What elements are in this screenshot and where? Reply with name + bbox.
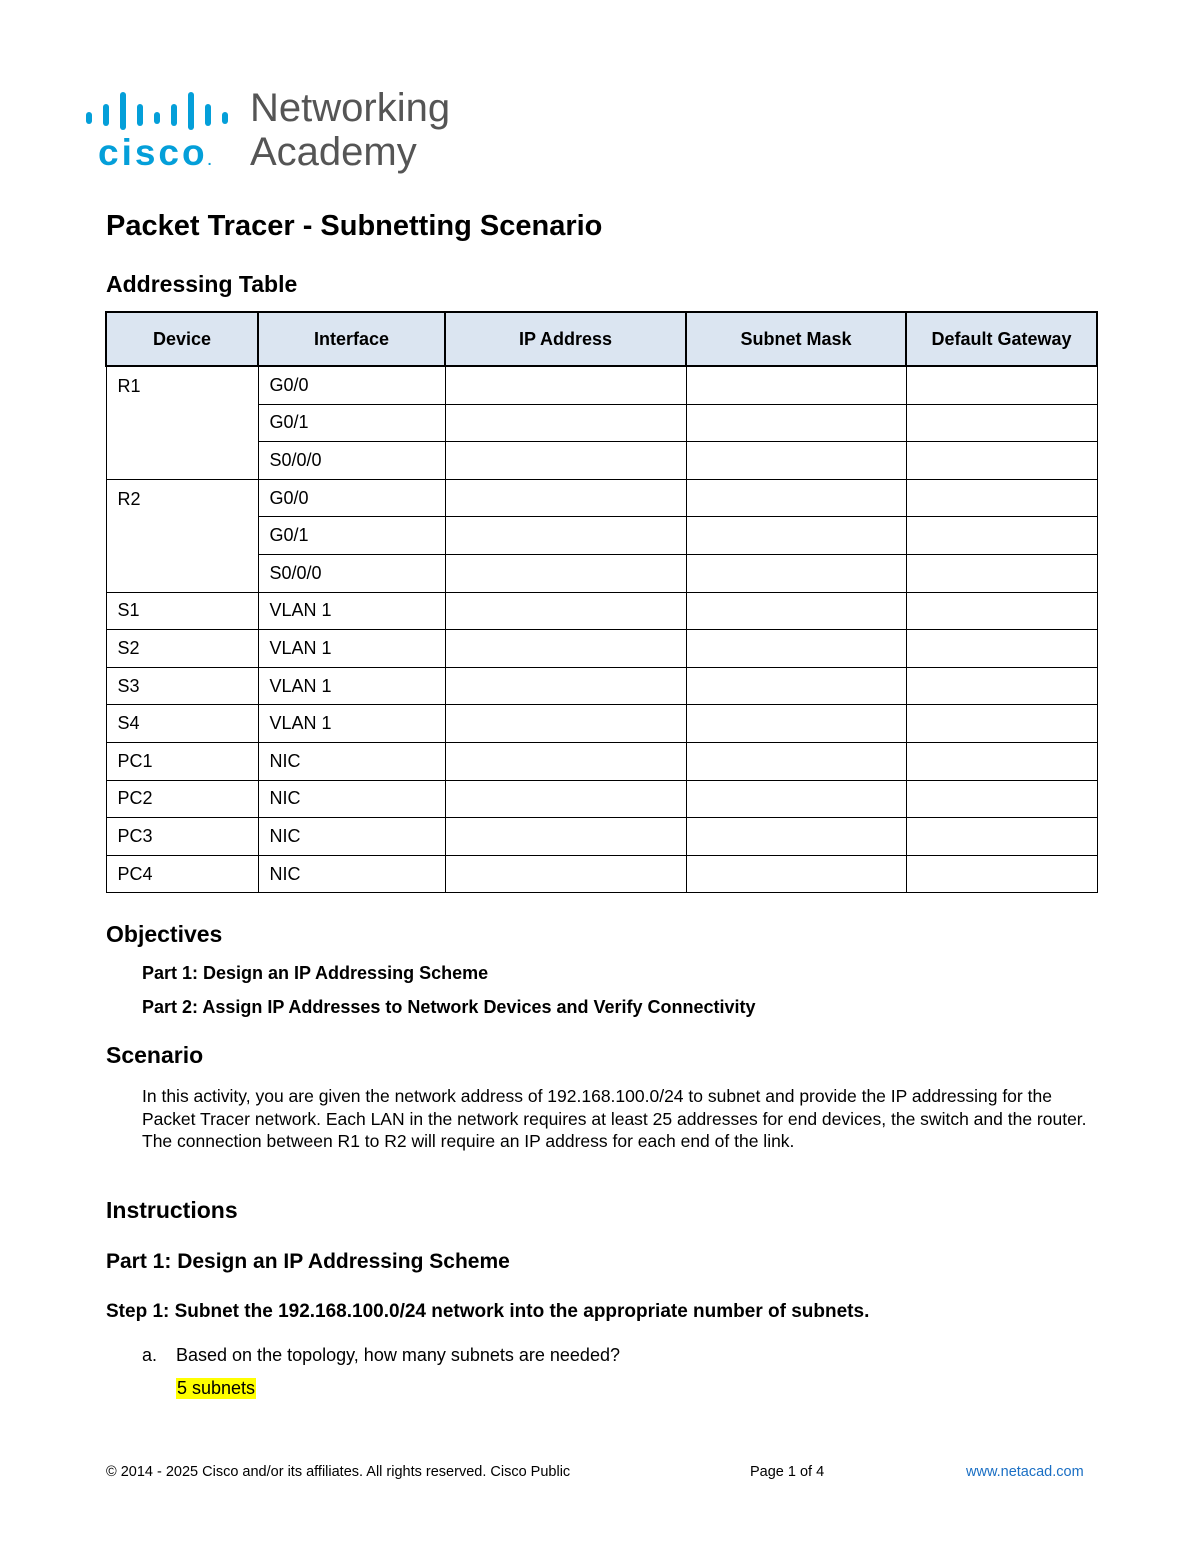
interface-cell: G0/1: [258, 517, 445, 555]
device-cell: PC1: [106, 742, 258, 780]
device-cell: S4: [106, 705, 258, 743]
default-gateway-cell: [906, 667, 1097, 705]
subnet-mask-cell: [686, 818, 906, 856]
ip-address-cell: [445, 517, 686, 555]
table-row: [106, 780, 1097, 818]
addressing-table-heading: Addressing Table: [106, 271, 298, 297]
footer-copyright: © 2014 - 2025 Cisco and/or its affiliates. All rights reserved. Cisco Public: [106, 1464, 571, 1480]
table-header-row: [106, 312, 1097, 366]
default-gateway-cell: [906, 705, 1097, 743]
scenario-text: In this activity, you are given the network address of 192.168.100.0/24 to subnet and provide the IP addressing for the Packet Tracer network. Each LAN in the network requires at least 25 addresses for end devices, the switch and the router. The connection between R1 to R2 will require an IP address for each end of the link.: [142, 1086, 1087, 1151]
default-gateway-cell: [906, 366, 1097, 404]
ip-address-cell: [445, 667, 686, 705]
device-cell: S3: [106, 667, 258, 705]
ip-address-cell: [445, 705, 686, 743]
subnet-mask-cell: [686, 479, 906, 517]
header-ip-address: IP Address: [445, 312, 686, 366]
subnet-mask-cell: [686, 442, 906, 480]
device-cell: S2: [106, 630, 258, 668]
table-row: [106, 742, 1097, 780]
default-gateway-cell: [906, 554, 1097, 592]
ip-address-cell: [445, 630, 686, 668]
cisco-bars-logo-icon: [86, 92, 234, 130]
table-row: [106, 667, 1097, 705]
header-device: Device: [106, 312, 258, 366]
document-title: Packet Tracer - Subnetting Scenario: [106, 210, 603, 242]
interface-cell: VLAN 1: [258, 630, 445, 668]
question-a-letter: a.: [142, 1345, 158, 1365]
device-cell: PC4: [106, 855, 258, 893]
subnet-mask-cell: [686, 366, 906, 404]
table-row: [106, 855, 1097, 893]
default-gateway-cell: [906, 630, 1097, 668]
addressing-table: [105, 311, 1098, 893]
ip-address-cell: [445, 855, 686, 893]
header-default-gateway: Default Gateway: [906, 312, 1097, 366]
footer-page-number: Page 1 of 4: [750, 1464, 825, 1480]
interface-cell: NIC: [258, 780, 445, 818]
cisco-wordmark: cisco.: [98, 132, 212, 173]
table-row: [106, 592, 1097, 630]
part-1-heading: Part 1: Design an IP Addressing Scheme: [106, 1250, 510, 1273]
interface-cell: NIC: [258, 742, 445, 780]
device-cell: R1: [106, 366, 258, 479]
subnet-mask-cell: [686, 855, 906, 893]
table-row: [106, 630, 1097, 668]
subnet-mask-cell: [686, 517, 906, 555]
objective-part-1: Part 1: Design an IP Addressing Scheme: [142, 963, 489, 983]
answer-a-highlight: 5 subnets: [177, 1378, 256, 1398]
interface-cell: G0/0: [258, 479, 445, 517]
ip-address-cell: [445, 818, 686, 856]
ip-address-cell: [445, 404, 686, 442]
objectives-heading: Objectives: [106, 921, 223, 947]
device-cell: PC3: [106, 818, 258, 856]
question-a-text: Based on the topology, how many subnets are needed?: [176, 1345, 620, 1365]
interface-cell: G0/1: [258, 404, 445, 442]
step-1-heading: Step 1: Subnet the 192.168.100.0/24 network into the appropriate number of subnets.: [106, 1301, 870, 1322]
device-cell: PC2: [106, 780, 258, 818]
default-gateway-cell: [906, 818, 1097, 856]
ip-address-cell: [445, 442, 686, 480]
table-row: [106, 479, 1097, 517]
logo-academy-text: Academy: [250, 130, 417, 174]
footer-netacad-link[interactable]: www.netacad.com: [966, 1464, 1084, 1480]
ip-address-cell: [445, 742, 686, 780]
header-subnet-mask: Subnet Mask: [686, 312, 906, 366]
interface-cell: S0/0/0: [258, 554, 445, 592]
device-cell: S1: [106, 592, 258, 630]
interface-cell: VLAN 1: [258, 667, 445, 705]
instructions-heading: Instructions: [106, 1197, 238, 1223]
device-cell: R2: [106, 479, 258, 592]
objective-part-2: Part 2: Assign IP Addresses to Network Devices and Verify Connectivity: [142, 997, 756, 1017]
ip-address-cell: [445, 479, 686, 517]
scenario-heading: Scenario: [106, 1042, 204, 1068]
interface-cell: G0/0: [258, 366, 445, 404]
default-gateway-cell: [906, 780, 1097, 818]
interface-cell: NIC: [258, 818, 445, 856]
subnet-mask-cell: [686, 554, 906, 592]
subnet-mask-cell: [686, 630, 906, 668]
networking-academy-logo: [84, 88, 484, 180]
ip-address-cell: [445, 592, 686, 630]
header-interface: Interface: [258, 312, 445, 366]
logo-networking-text: Networking: [250, 86, 451, 130]
default-gateway-cell: [906, 517, 1097, 555]
table-row: [106, 366, 1097, 404]
subnet-mask-cell: [686, 705, 906, 743]
default-gateway-cell: [906, 479, 1097, 517]
default-gateway-cell: [906, 742, 1097, 780]
default-gateway-cell: [906, 855, 1097, 893]
ip-address-cell: [445, 780, 686, 818]
subnet-mask-cell: [686, 404, 906, 442]
interface-cell: S0/0/0: [258, 442, 445, 480]
subnet-mask-cell: [686, 742, 906, 780]
interface-cell: NIC: [258, 855, 445, 893]
subnet-mask-cell: [686, 780, 906, 818]
ip-address-cell: [445, 366, 686, 404]
default-gateway-cell: [906, 592, 1097, 630]
table-row: [106, 705, 1097, 743]
default-gateway-cell: [906, 404, 1097, 442]
interface-cell: VLAN 1: [258, 592, 445, 630]
default-gateway-cell: [906, 442, 1097, 480]
subnet-mask-cell: [686, 667, 906, 705]
table-row: [106, 818, 1097, 856]
ip-address-cell: [445, 554, 686, 592]
subnet-mask-cell: [686, 592, 906, 630]
interface-cell: VLAN 1: [258, 705, 445, 743]
